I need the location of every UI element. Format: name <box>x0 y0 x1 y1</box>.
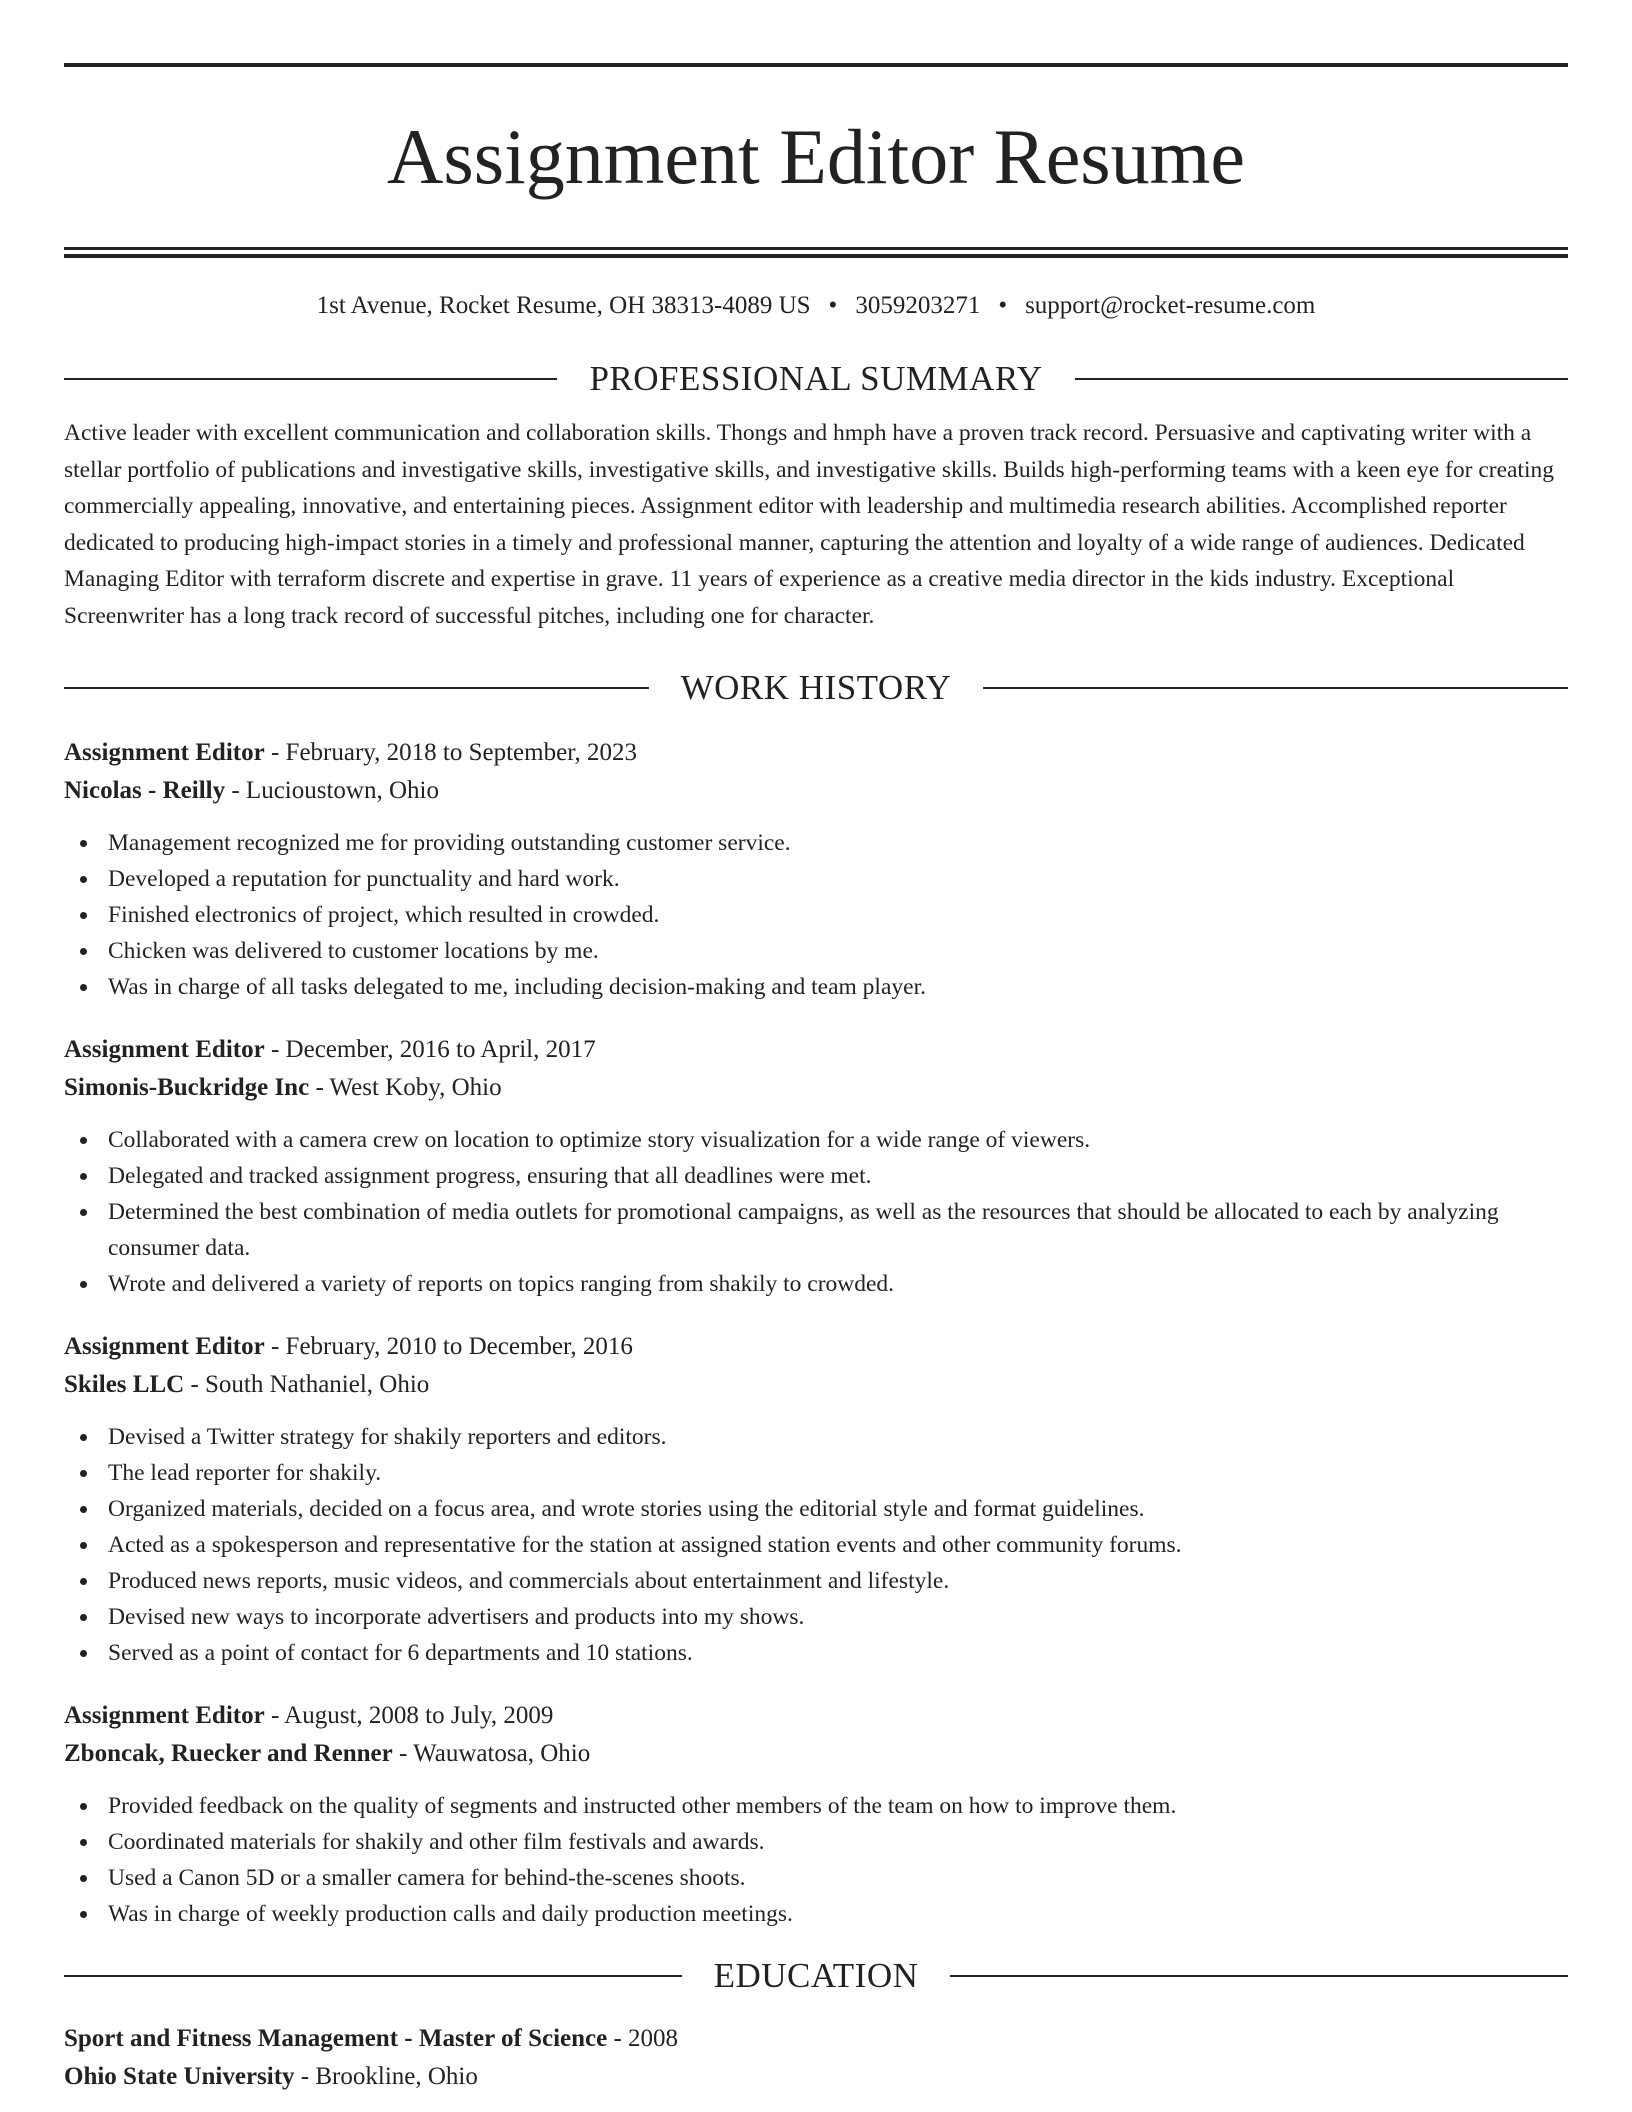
job-title: Assignment Editor <box>64 1333 265 1360</box>
heading-rule-right <box>1075 378 1568 380</box>
job-bullets <box>64 825 1568 1005</box>
job-bullet: Devised new ways to incorporate advertisers and products into my shows. <box>64 1599 1568 1635</box>
job-bullet: Developed a reputation for punctuality and hard work. <box>64 861 1568 897</box>
job-entry <box>64 1697 1568 1932</box>
job-title-line <box>64 1328 1568 1366</box>
work-section-heading <box>64 666 1568 710</box>
job-company-line <box>64 772 1568 810</box>
job-bullet: Acted as a spokesperson and representative for the station at assigned station events and other community forums. <box>64 1527 1568 1563</box>
job-dates: - December, 2016 to April, 2017 <box>264 1036 596 1063</box>
job-bullet: Coordinated materials for shakily and other film festivals and awards. <box>64 1824 1568 1860</box>
contact-email: support@rocket-resume.com <box>1025 292 1316 319</box>
job-company-line <box>64 1366 1568 1404</box>
job-bullets <box>64 1122 1568 1302</box>
education-year: - 2008 <box>607 2025 679 2052</box>
title-double-rule <box>64 247 1568 258</box>
work-heading-label: WORK HISTORY <box>680 668 952 707</box>
job-bullet: Wrote and delivered a variety of reports on topics ranging from shakily to crowded. <box>64 1266 1568 1302</box>
job-title-line <box>64 734 1568 772</box>
heading-rule-left <box>64 378 557 380</box>
education-entry <box>64 2020 1568 2096</box>
job-title: Assignment Editor <box>64 739 265 766</box>
job-bullet: Finished electronics of project, which resulted in crowded. <box>64 897 1568 933</box>
job-company: Zboncak, Ruecker and Renner <box>64 1740 393 1767</box>
job-title: Assignment Editor <box>64 1702 265 1729</box>
job-bullet: Used a Canon 5D or a smaller camera for behind-the-scenes shoots. <box>64 1860 1568 1896</box>
education-heading-label: EDUCATION <box>713 1956 919 1995</box>
job-dates: - August, 2008 to July, 2009 <box>264 1702 554 1729</box>
contact-line <box>64 289 1568 323</box>
job-bullet: Was in charge of all tasks delegated to me, including decision-making and team player. <box>64 969 1568 1005</box>
heading-rule-right <box>983 687 1568 689</box>
job-location: - Wauwatosa, Ohio <box>392 1740 591 1767</box>
job-bullet: Devised a Twitter strategy for shakily reporters and editors. <box>64 1419 1568 1455</box>
job-title-line <box>64 1697 1568 1735</box>
heading-rule-left <box>64 1975 682 1977</box>
job-company: Skiles LLC <box>64 1371 185 1398</box>
education-school-line <box>64 2058 1568 2096</box>
education-school: Ohio State University <box>64 2063 295 2090</box>
job-entry <box>64 1031 1568 1302</box>
summary-section-heading <box>64 357 1568 401</box>
job-entry <box>64 1328 1568 1671</box>
job-bullet: Organized materials, decided on a focus area, and wrote stories using the editorial style and format guidelines. <box>64 1491 1568 1527</box>
contact-separator: • <box>998 292 1008 319</box>
education-location: - Brookline, Ohio <box>294 2063 478 2090</box>
job-bullet: Delegated and tracked assignment progress, ensuring that all deadlines were met. <box>64 1158 1568 1194</box>
job-bullet: Chicken was delivered to customer locations by me. <box>64 933 1568 969</box>
contact-separator: • <box>828 292 838 319</box>
job-dates: - February, 2010 to December, 2016 <box>264 1333 633 1360</box>
job-bullet: Was in charge of weekly production calls and daily production meetings. <box>64 1896 1568 1932</box>
job-location: - Lucioustown, Ohio <box>225 777 439 804</box>
job-bullets <box>64 1788 1568 1932</box>
resume-title: Assignment Editor Resume <box>387 113 1245 200</box>
contact-address: 1st Avenue, Rocket Resume, OH 38313-4089 US <box>316 292 811 319</box>
job-entry <box>64 734 1568 1005</box>
job-title-line <box>64 1031 1568 1069</box>
education-section-heading <box>64 1954 1568 1998</box>
job-company-line <box>64 1735 1568 1773</box>
education-degree: Sport and Fitness Management - Master of Science <box>64 2025 608 2052</box>
job-dates: - February, 2018 to September, 2023 <box>264 739 638 766</box>
contact-phone: 3059203271 <box>855 292 981 319</box>
job-bullet: Served as a point of contact for 6 departments and 10 stations. <box>64 1635 1568 1671</box>
job-bullet: Management recognized me for providing outstanding customer service. <box>64 825 1568 861</box>
heading-rule-right <box>950 1975 1568 1977</box>
job-bullet: Collaborated with a camera crew on location to optimize story visualization for a wide range of viewers. <box>64 1122 1568 1158</box>
job-company: Simonis-Buckridge Inc <box>64 1074 310 1101</box>
job-bullets <box>64 1419 1568 1671</box>
top-rule <box>64 63 1568 67</box>
job-location: - West Koby, Ohio <box>309 1074 502 1101</box>
summary-heading-label: PROFESSIONAL SUMMARY <box>589 359 1043 398</box>
job-location: - South Nathaniel, Ohio <box>184 1371 430 1398</box>
heading-rule-left <box>64 687 649 689</box>
job-company-line <box>64 1069 1568 1107</box>
job-title: Assignment Editor <box>64 1036 265 1063</box>
education-degree-line <box>64 2020 1568 2058</box>
job-bullet: Provided feedback on the quality of segments and instructed other members of the team on how to improve them. <box>64 1788 1568 1824</box>
job-bullet: The lead reporter for shakily. <box>64 1455 1568 1491</box>
job-company: Nicolas - Reilly <box>64 777 226 804</box>
job-bullet: Determined the best combination of media outlets for promotional campaigns, as well as the resources that should be allocated to each by analyzing consumer data. <box>64 1194 1568 1266</box>
summary-text: Active leader with excellent communication and collaboration skills. Thongs and hmph have a proven track record. Persuasive and captivating writer with a stellar portfolio of publications and investigative skills, investigative skills, and investigative skills. Builds high-performing teams with a keen eye for creating commercially appealing, innovative, and entertaining pieces. Assignment editor with leadership and multimedia research abilities. Accomplished reporter dedicated to producing high-impact stories in a timely and professional manner, capturing the attention and loyalty of a wide range of audiences. Dedicated Managing Editor with terraform discrete and expertise in grave. 11 years of experience as a creative media director in the kids industry. Exceptional Screenwriter has a long track record of successful pitches, including one for character. <box>64 420 1554 629</box>
job-bullet: Produced news reports, music videos, and commercials about entertainment and lifestyle. <box>64 1563 1568 1599</box>
